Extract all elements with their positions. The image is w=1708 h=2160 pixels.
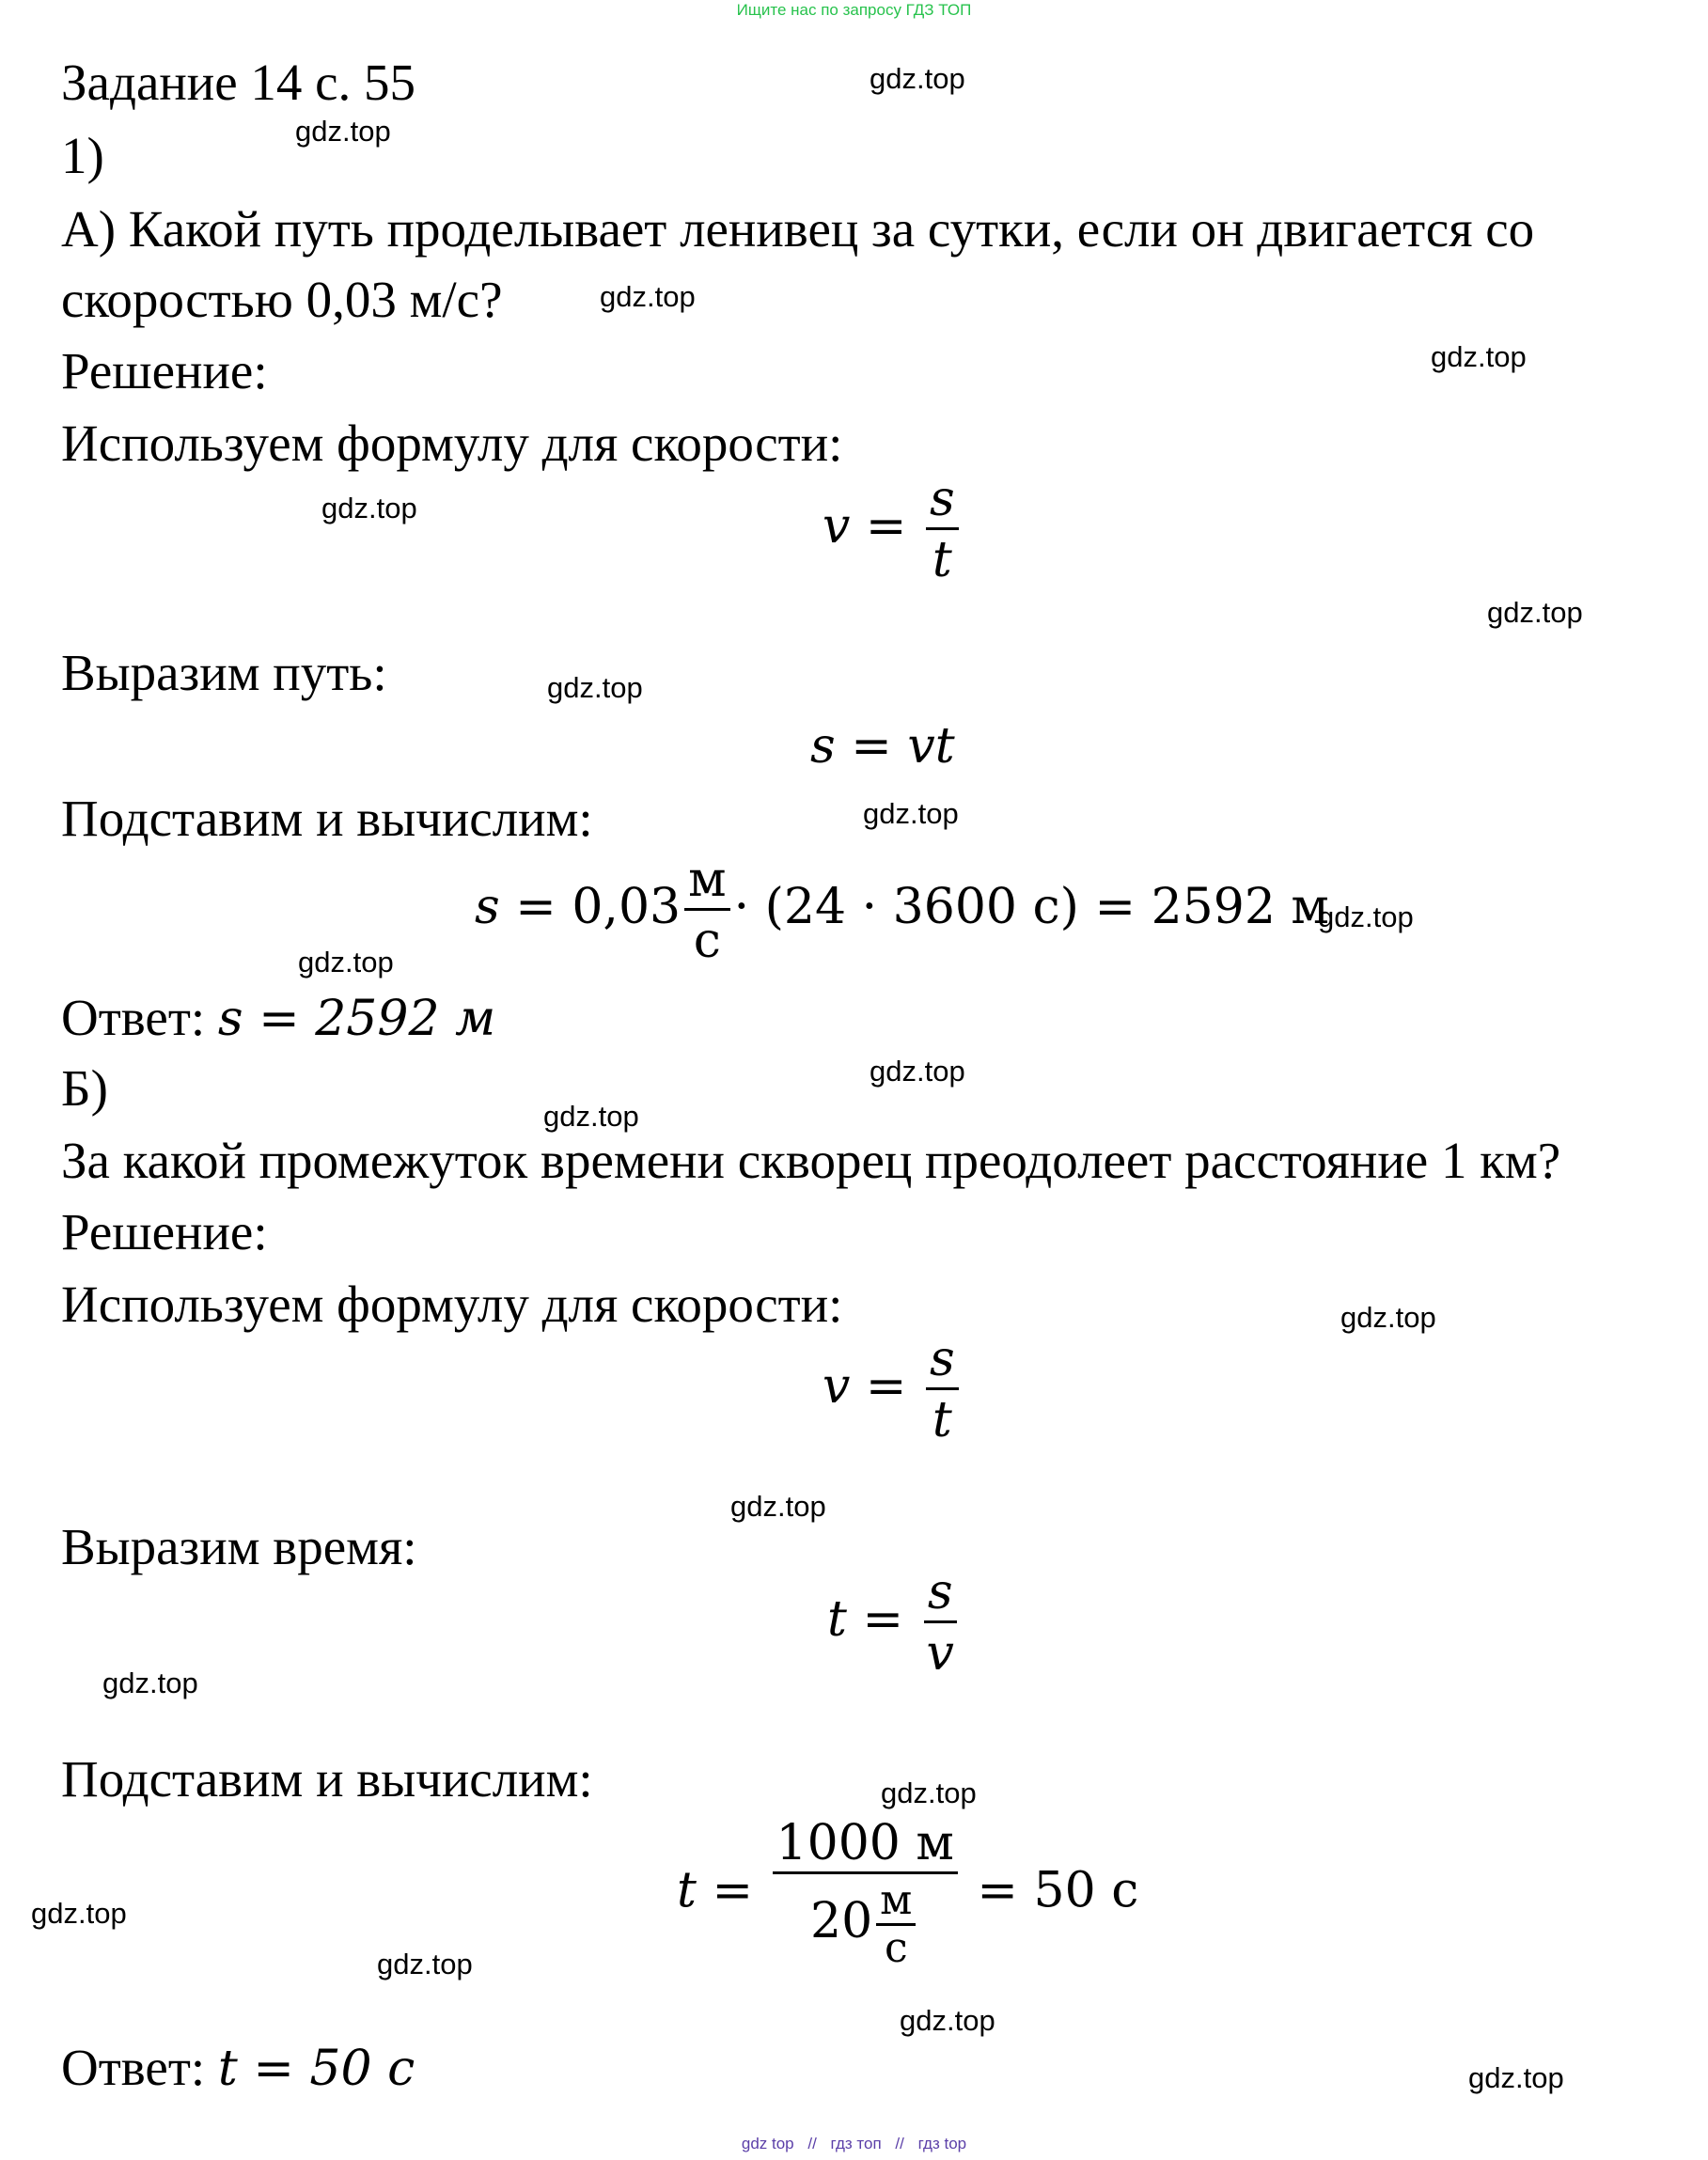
task-title: Задание 14 с. 55 — [61, 54, 416, 111]
formula-time — [827, 1564, 962, 1682]
calc-denominator — [807, 1874, 923, 1972]
formula-eq: = — [862, 1591, 904, 1648]
watermark: gdz.top — [543, 1100, 639, 1133]
watermark: gdz.top — [298, 946, 394, 978]
watermark: gdz.top — [295, 115, 391, 148]
answer-label: Ответ: — [61, 2039, 206, 2096]
unit-numerator: м — [684, 855, 729, 911]
express-path: Выразим путь: — [61, 644, 387, 701]
use-formula-b: Используем формулу для скорости: — [61, 1276, 843, 1333]
question-b: За какой промежуток времени скворец преодолеет расстояние 1 км? — [61, 1132, 1561, 1189]
part-number: 1) — [61, 127, 104, 184]
unit-numerator: м — [876, 1880, 916, 1926]
formula-lhs: v — [823, 1358, 851, 1415]
footer-separator: // — [895, 2135, 904, 2152]
fraction-numerator: s — [926, 1335, 959, 1390]
use-formula-a: Используем формулу для скорости: — [61, 415, 843, 472]
fraction-numerator: s — [924, 1568, 957, 1623]
answer-b — [61, 2039, 415, 2097]
answer-label: Ответ: — [61, 989, 206, 1046]
substitute-b: Подставим и вычислим: — [61, 1750, 593, 1808]
fraction-denominator: v — [926, 1625, 954, 1682]
express-time: Выразим время: — [61, 1518, 417, 1575]
watermark: gdz.top — [1340, 1301, 1436, 1334]
watermark: gdz.top — [377, 1948, 473, 1980]
part-b-label: Б) — [61, 1059, 108, 1117]
watermark: gdz.top — [1431, 340, 1527, 373]
footer-separator: // — [807, 2135, 817, 2152]
fraction-numerator: s — [926, 475, 959, 530]
question-a-line1: А) Какой путь проделывает ленивец за сутки, если он двигается со — [61, 200, 1535, 258]
calc-coef: 0,03 — [572, 879, 682, 935]
footer-link-2[interactable]: гдз топ — [830, 2135, 882, 2152]
watermark: gdz.top — [870, 1055, 965, 1088]
answer-math: s = 2592 м — [217, 991, 496, 1047]
watermark: gdz.top — [1468, 2061, 1564, 2094]
calc-numerator: 1000 м — [773, 1819, 958, 1874]
fraction-denominator: t — [932, 1392, 952, 1448]
formula-speed-a — [823, 471, 963, 588]
expressed-formula: s = vt — [810, 718, 955, 775]
answer-math: t = 50 с — [217, 2041, 415, 2097]
calc-result: = 50 с — [977, 1862, 1139, 1919]
substitute-a: Подставим и вычислим: — [61, 790, 593, 847]
unit-denominator: с — [693, 913, 721, 969]
watermark: gdz.top — [31, 1897, 127, 1930]
formula-eq: = — [865, 498, 907, 555]
watermark: gdz.top — [321, 492, 417, 524]
calculation-b — [677, 1815, 1139, 1972]
search-banner[interactable]: Ищите нас по запросу ГДЗ ТОП — [736, 1, 972, 19]
watermark: gdz.top — [863, 797, 959, 830]
watermark: gdz.top — [881, 1777, 977, 1809]
formula-fraction — [926, 1331, 959, 1448]
calculation-a — [475, 852, 1329, 969]
formula-eq: = — [865, 1358, 907, 1415]
watermark: gdz.top — [730, 1490, 826, 1523]
answer-a — [61, 989, 496, 1047]
watermark: gdz.top — [102, 1667, 198, 1699]
footer-link-3[interactable]: гдз top — [917, 2135, 967, 2152]
formula-fraction — [923, 1564, 958, 1682]
formula-speed-b — [823, 1331, 963, 1448]
watermark: gdz.top — [870, 62, 965, 95]
solution-heading-b: Решение: — [61, 1203, 268, 1260]
calc-eq: = — [515, 879, 556, 935]
question-a-line2: скоростью 0,03 м/с? — [61, 271, 503, 328]
unit-fraction — [684, 852, 729, 969]
unit-fraction — [876, 1876, 916, 1972]
solution-heading-a: Решение: — [61, 342, 268, 399]
calc-lhs: t — [677, 1862, 697, 1919]
watermark: gdz.top — [547, 671, 643, 704]
fraction-denominator: t — [932, 532, 952, 588]
watermark: gdz.top — [1487, 596, 1583, 629]
calc-fraction — [773, 1815, 958, 1972]
calc-lhs: s — [475, 879, 500, 935]
formula-fraction — [926, 471, 959, 588]
formula-lhs: t — [827, 1591, 847, 1648]
denominator-coef: 20 — [810, 1893, 873, 1949]
footer-link-1[interactable]: gdz top — [741, 2135, 794, 2152]
footer-links — [0, 2135, 1708, 2153]
watermark: gdz.top — [900, 2004, 995, 2037]
watermark: gdz.top — [600, 280, 696, 313]
unit-denominator: с — [884, 1924, 908, 1972]
watermark: gdz.top — [1318, 900, 1414, 933]
formula-lhs: v — [823, 498, 851, 555]
calc-rest: · (24 · 3600 с) = 2592 м — [733, 879, 1329, 935]
calc-eq: = — [712, 1862, 754, 1919]
formula-path — [810, 718, 955, 775]
